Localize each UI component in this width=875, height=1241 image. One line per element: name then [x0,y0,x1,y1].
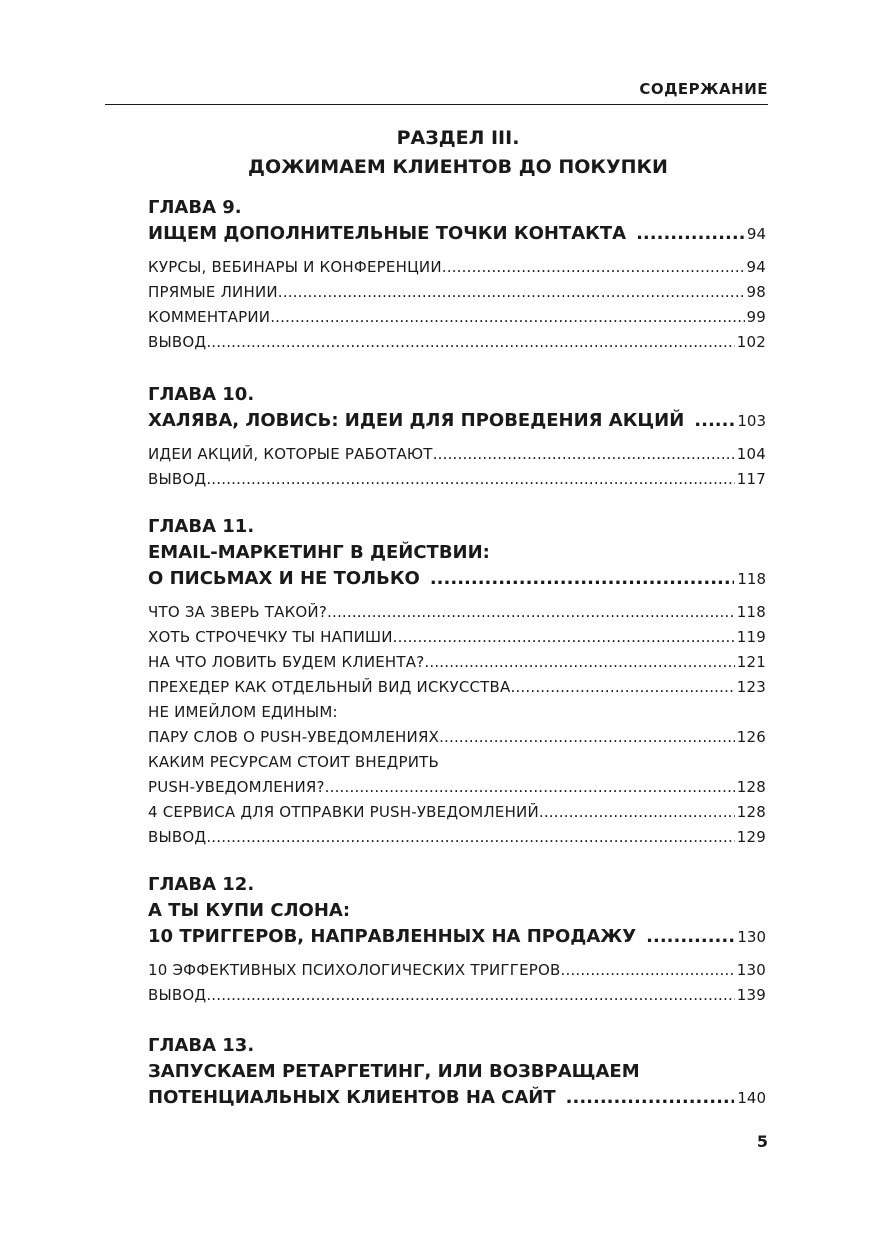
dot-leader [561,958,735,983]
dot-leader [206,825,734,850]
toc-entry[interactable] [148,775,766,800]
entry-title: ХОТЬ СТРОЧЕЧКУ ТЫ НАПИШИ [148,628,393,646]
toc-entry[interactable] [148,467,766,492]
chapter-title-row[interactable] [148,221,766,247]
dot-leader [270,305,744,330]
chapter-title-row[interactable] [148,924,766,950]
chapter-title: ХАЛЯВА, ЛОВИСЬ: ИДЕИ ДЛЯ ПРОВЕДЕНИЯ АКЦИЙ [148,410,685,431]
entry-title: ВЫВОД [148,986,207,1004]
dot-leader [646,924,734,950]
chapter-11 [148,514,766,850]
chapter-title-line: А ТЫ КУПИ СЛОНА: [148,900,351,921]
entry-page: 129 [736,828,766,846]
toc-entry[interactable] [148,650,766,675]
toc-entry[interactable] [148,625,766,650]
entry-page: 128 [736,778,766,796]
chapter-title-line: ЗАПУСКАЕМ РЕТАРГЕТИНГ, ИЛИ ВОЗВРАЩАЕМ [148,1061,640,1082]
entry-title: ИДЕИ АКЦИЙ, КОТОРЫЕ РАБОТАЮТ [148,445,433,463]
chapter-title-row[interactable] [148,566,766,592]
entry-page: 118 [736,603,766,621]
chapter-label: ГЛАВА 9. [148,197,242,218]
entry-page: 94 [746,258,766,276]
entry-page: 126 [736,728,766,746]
chapter-page: 94 [746,225,766,243]
entry-page: 104 [736,445,766,463]
entry-page: 123 [736,678,766,696]
dot-leader [325,775,735,800]
dot-leader [206,467,734,492]
entry-page: 139 [736,986,766,1004]
toc-entry[interactable] [148,280,766,305]
dot-leader [393,625,735,650]
entry-title: ПРЯМЫЕ ЛИНИИ [148,283,278,301]
chapter-title: ПОТЕНЦИАЛЬНЫХ КЛИЕНТОВ НА САЙТ [148,1087,556,1108]
dot-leader [430,566,735,592]
section-name: ДОЖИМАЕМ КЛИЕНТОВ ДО ПОКУПКИ [248,156,668,178]
chapter-label: ГЛАВА 12. [148,874,255,895]
entry-page: 128 [736,803,766,821]
chapter-title: ИЩЕМ ДОПОЛНИТЕЛЬНЫЕ ТОЧКИ КОНТАКТА [148,223,627,244]
running-head: СОДЕРЖАНИЕ [639,80,768,98]
entry-title: ВЫВОД [148,333,207,351]
toc-entry[interactable] [148,442,766,467]
chapter-title-row[interactable] [148,408,766,434]
chapter-9 [148,195,766,355]
dot-leader [206,330,734,355]
entry-title: ПРЕХЕДЕР КАК ОТДЕЛЬНЫЙ ВИД ИСКУССТВА [148,678,511,696]
dot-leader [439,725,735,750]
entry-title: 10 ЭФФЕКТИВНЫХ ПСИХОЛОГИЧЕСКИХ ТРИГГЕРОВ [148,961,561,979]
chapter-12 [148,872,766,1008]
entry-page: 117 [736,470,766,488]
entry-title: ПАРУ СЛОВ О PUSH-УВЕДОМЛЕНИЯХ [148,728,440,746]
dot-leader [327,600,735,625]
toc-entry[interactable] [148,800,766,825]
entry-page: 99 [746,308,766,326]
toc-entry[interactable] [148,600,766,625]
entry-title: КУРСЫ, ВЕБИНАРЫ И КОНФЕРЕНЦИИ [148,258,442,276]
entry-title: 4 СЕРВИСА ДЛЯ ОТПРАВКИ PUSH-УВЕДОМЛЕНИЙ [148,803,539,821]
entry-title: ЧТО ЗА ЗВЕРЬ ТАКОЙ? [148,603,328,621]
entry-title: ВЫВОД [148,470,207,488]
toc-entry[interactable] [148,675,766,700]
entry-lead-line[interactable]: НЕ ИМЕЙЛОМ ЕДИНЫМ: [148,703,338,721]
chapter-title-line: EMAIL-МАРКЕТИНГ В ДЕЙСТВИИ: [148,542,490,563]
chapter-title: 10 ТРИГГЕРОВ, НАПРАВЛЕННЫХ НА ПРОДАЖУ [148,926,637,947]
dot-leader [510,675,734,700]
entry-title: ВЫВОД [148,828,207,846]
dot-leader [694,408,734,434]
toc-entry[interactable] [148,725,766,750]
section-number: РАЗДЕЛ III. [396,127,520,149]
chapter-13 [148,1033,766,1111]
entry-lead-line[interactable]: КАКИМ РЕСУРСАМ СТОИТ ВНЕДРИТЬ [148,753,439,771]
dot-leader [206,983,734,1008]
toc-entry[interactable] [148,330,766,355]
chapter-label: ГЛАВА 10. [148,384,255,405]
page-number: 5 [756,1132,768,1151]
entry-page: 102 [736,333,766,351]
dot-leader [636,221,744,247]
entry-page: 130 [736,961,766,979]
entry-title: PUSH-УВЕДОМЛЕНИЯ? [148,778,325,796]
entry-page: 98 [746,283,766,301]
chapter-10 [148,382,766,492]
entry-title: КОММЕНТАРИИ [148,308,271,326]
entry-page: 119 [736,628,766,646]
dot-leader [424,650,734,675]
toc-entry[interactable] [148,825,766,850]
header-rule [105,104,768,105]
toc-entry[interactable] [148,305,766,330]
chapter-page: 140 [737,1089,766,1107]
dot-leader [278,280,745,305]
chapter-page: 130 [737,928,766,946]
entry-title: НА ЧТО ЛОВИТЬ БУДЕМ КЛИЕНТА? [148,653,425,671]
section-title [148,124,768,182]
entry-page: 121 [736,653,766,671]
chapter-title-row[interactable] [148,1085,766,1111]
dot-leader [539,800,735,825]
toc-entry[interactable] [148,255,766,280]
chapter-title: О ПИСЬМАХ И НЕ ТОЛЬКО [148,568,420,589]
chapter-page: 118 [737,570,766,588]
chapter-label: ГЛАВА 11. [148,516,255,537]
dot-leader [566,1085,735,1111]
toc-entry[interactable] [148,958,766,983]
toc-entry[interactable] [148,983,766,1008]
chapter-page: 103 [737,412,766,430]
dot-leader [442,255,745,280]
chapter-label: ГЛАВА 13. [148,1035,255,1056]
dot-leader [433,442,735,467]
